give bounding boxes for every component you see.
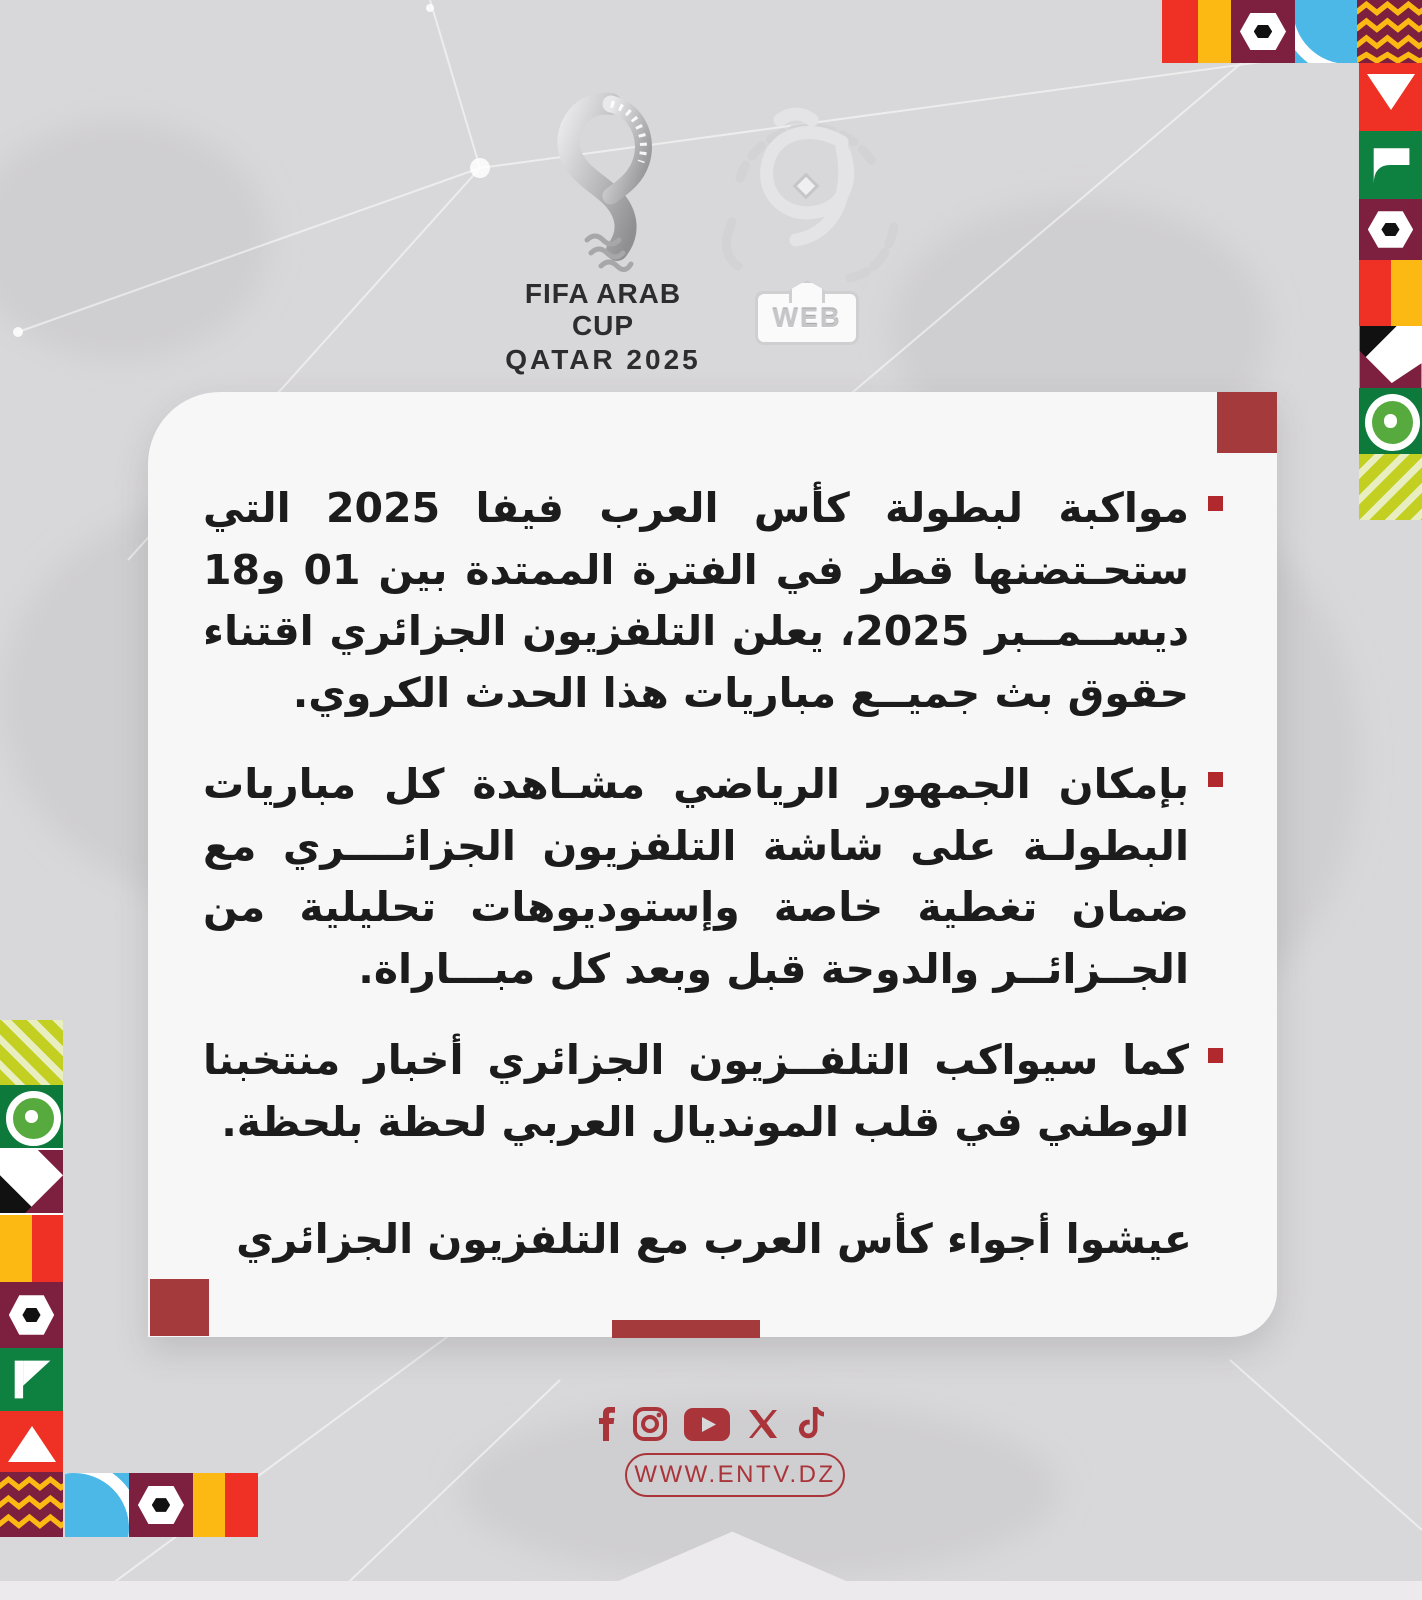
announcement-paragraph: [203, 1030, 1225, 1153]
flag-icon: [0, 1348, 63, 1411]
tile-arc: [65, 1473, 129, 1537]
tile-split-yellow-red: [0, 1215, 63, 1282]
x-twitter-icon[interactable]: [747, 1406, 779, 1442]
tile-yellow: [1198, 0, 1231, 63]
triangles-icon: [1359, 326, 1422, 388]
tile-target: [0, 1085, 63, 1148]
announcement-paragraph: [203, 754, 1225, 1000]
hexagon-icon: [9, 1295, 54, 1335]
tile-arc: [1295, 0, 1357, 63]
tile-hexagon: [1359, 199, 1422, 260]
tile-triangle-down: [1359, 63, 1422, 131]
mosaic-strip-top-right: [1162, 0, 1422, 63]
triangles-icon: [0, 1148, 63, 1215]
youtube-icon[interactable]: [684, 1406, 730, 1442]
mosaic-column-left: [0, 1020, 63, 1537]
announcement-card: [148, 392, 1277, 1337]
web-badge-label: WEB: [772, 302, 842, 333]
tile-stripes: [1359, 454, 1422, 520]
trophy-knot-icon: [553, 90, 663, 280]
hexagon-icon: [138, 1486, 184, 1524]
tile-zigzag: [0, 1472, 63, 1537]
instagram-icon[interactable]: [633, 1406, 667, 1442]
tile-zigzag: [1357, 0, 1422, 63]
bullet-square-icon: [1208, 496, 1223, 511]
corner-square-top-right: [1217, 392, 1277, 453]
tile-hexagon: [0, 1282, 63, 1348]
tile-stripes: [0, 1020, 63, 1085]
web-badge: [755, 291, 859, 345]
facebook-icon[interactable]: [596, 1406, 616, 1442]
fifa-logo-subtitle: QATAR 2025: [505, 344, 701, 375]
paragraph-text: كما سيواكب التلفــزيون الجزائري أخبار منتخبنا الوطني في قلب المونديال العربي لحظة بلحظة.: [203, 1036, 1189, 1146]
announcement-paragraph: [203, 478, 1225, 724]
triangle-icon: [1367, 74, 1415, 110]
tile-yellow: [193, 1473, 225, 1537]
sail-icon: [1359, 131, 1422, 199]
tile-triangles: [1359, 326, 1422, 388]
bullet-square-icon: [1208, 772, 1223, 787]
tile-hexagon: [1231, 0, 1295, 63]
corner-square-bottom-left: [150, 1279, 209, 1336]
fifa-logo-title: FIFA ARAB CUP: [524, 278, 682, 341]
tile-sail: [1359, 131, 1422, 199]
tile-target: [1359, 388, 1422, 454]
website-pill[interactable]: [625, 1453, 845, 1497]
closing-line: عيشوا أجواء كأس العرب مع التلفزيون الجزائري: [236, 1215, 1192, 1263]
bullet-square-icon: [1208, 1048, 1223, 1063]
paragraph-text: مواكبة لبطولة كأس العرب فيفا 2025 التي ستحـتضنها قطر في الفترة الممتدة بين 01 و18 ديســمــبر 2025، يعلن التلفزيون الجزائري اقتناء حقوق بث جميــع مباريات هذا الحدث الكروي.: [203, 484, 1189, 717]
hexagon-icon: [1368, 211, 1413, 248]
hexagon-icon: [1240, 13, 1286, 51]
fifa-arab-cup-logo: [498, 90, 708, 375]
tile-red: [225, 1473, 258, 1537]
zigzag-icon: [1357, 0, 1422, 63]
tile-red: [1162, 0, 1198, 63]
tile-split-red-yellow: [1359, 260, 1422, 326]
tile-hexagon: [129, 1473, 193, 1537]
arc-icon: [1295, 0, 1357, 63]
mosaic-column-right: [1359, 63, 1422, 520]
paragraph-text: بإمكان الجمهور الرياضي مشـاهدة كل مباريات البطولـة على شاشة التلفزيون الجزائــــري مع ضمان تغطية خاصة وإستوديوهات تحليلية من الجــزائــر والدوحة قبل وبعد كل مبـــاراة.: [203, 760, 1189, 993]
tile-triangles: [0, 1148, 63, 1215]
zigzag-icon: [0, 1472, 63, 1537]
social-icons-row: [0, 1406, 1422, 1442]
tiktok-icon[interactable]: [796, 1406, 826, 1442]
announcement-text: [203, 478, 1225, 1263]
tile-flag: [0, 1348, 63, 1411]
website-url: WWW.ENTV.DZ: [634, 1461, 836, 1488]
arc-icon: [65, 1473, 129, 1537]
card-bottom-bar: [612, 1320, 760, 1338]
mosaic-strip-bottom-left: [65, 1473, 258, 1537]
